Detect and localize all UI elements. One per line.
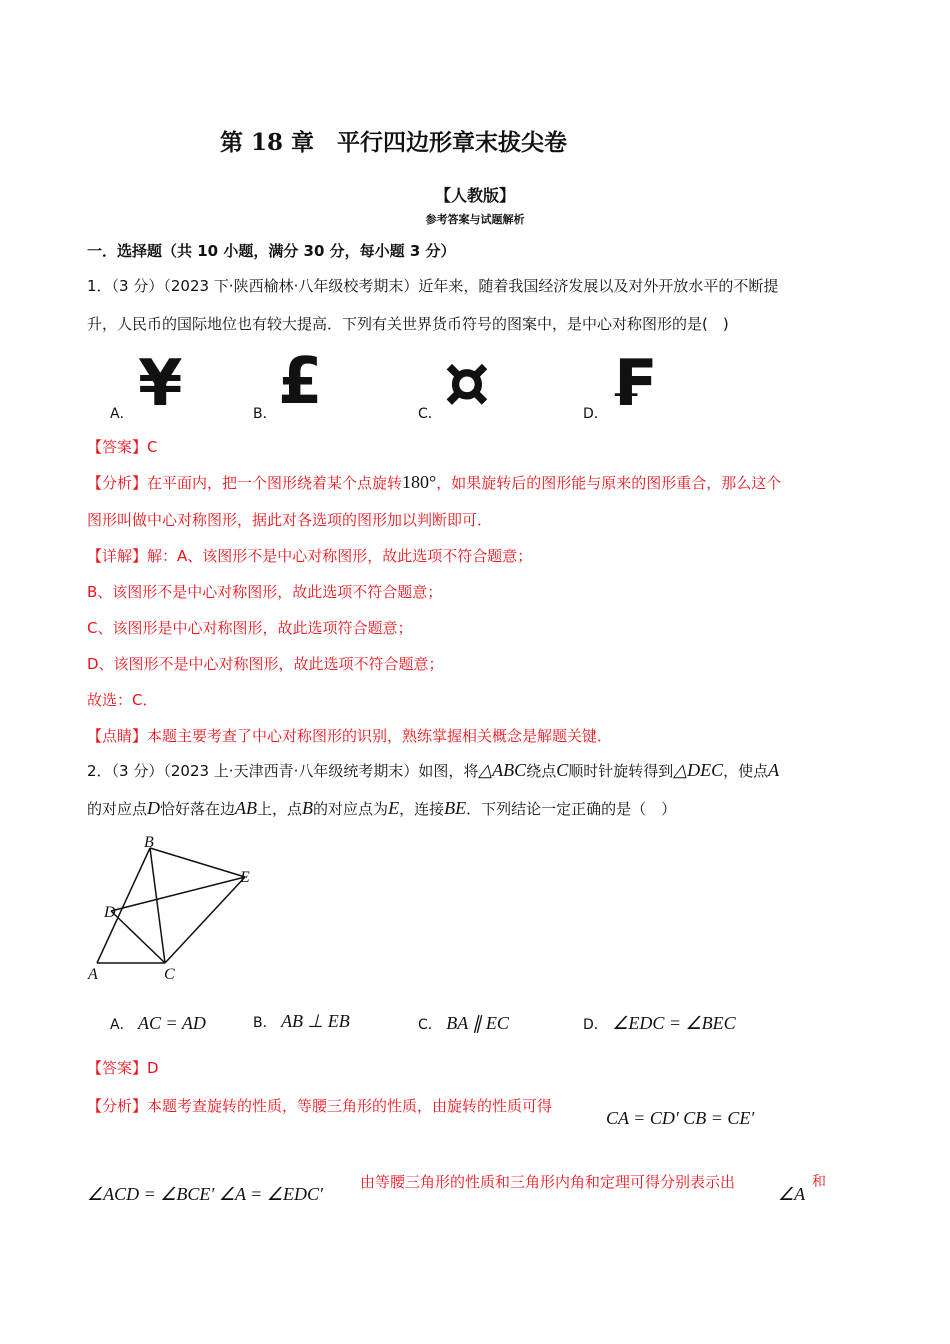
segment-de xyxy=(111,877,245,911)
q1-text-line1: 1．（3 分）（2023 下·陕西榆林·八年级校考期末）近年来，随着我国经济发展以及对外开放水平的不断提 xyxy=(87,277,779,295)
analysis-text: 本题考查旋转的性质，等腰三角形的性质，由旋转的性质可得 xyxy=(147,1097,553,1115)
analysis-text: 在平面内，把一个图形绕着某个点旋转 xyxy=(147,474,403,492)
option-text: BA ∥ EC xyxy=(446,1013,509,1033)
segment-ec xyxy=(165,877,245,963)
segment-bc xyxy=(150,848,165,963)
subtitle: 参考答案与试题解析 xyxy=(425,213,525,226)
q1-detail-line3: C、该图形是中心对称图形，故此选项符合题意； xyxy=(87,619,413,637)
q1-option-c-label: C． xyxy=(418,406,442,422)
q2-math-1: CA = CD′ CB = CE′ xyxy=(606,1108,755,1128)
q1-text-line2: 升，人民币的国际地位也有较大提高．下列有关世界货币符号的图案中，是中心对称图形的是( ) xyxy=(87,315,729,333)
q2-option-b xyxy=(253,1011,350,1032)
t: 顺时针旋转得到 xyxy=(568,762,674,780)
m: E xyxy=(388,798,400,818)
m: D xyxy=(147,798,161,818)
pound-symbol-icon: £ xyxy=(278,345,323,419)
t: 的对应点为 xyxy=(313,800,389,818)
q2-analysis-line2: 由等腰三角形的性质和三角形内角和定理可得分别表示出 xyxy=(360,1173,736,1191)
option-text: AB ⊥ EB xyxy=(281,1011,350,1031)
q1-answer: 【答案】C xyxy=(87,438,158,456)
analysis-tag: 【分析】 xyxy=(87,474,148,492)
detail-tag: 【详解】 xyxy=(87,547,148,565)
q1-analysis-line2: 图形叫做中心对称图形，据此对各选项的图形加以判断即可． xyxy=(87,511,493,529)
m: C xyxy=(556,760,569,780)
q1-detail-line2: B、该图形不是中心对称图形，故此选项不符合题意； xyxy=(87,583,443,601)
t: 上，点 xyxy=(257,800,303,818)
edition: 【人教版】 xyxy=(434,186,515,205)
currency-sign-icon: ¤ xyxy=(444,340,490,424)
q2-math-3: ∠A xyxy=(778,1184,806,1204)
q2-option-c xyxy=(418,1013,509,1034)
t: ．下列结论一定正确的是（ ） xyxy=(466,800,677,818)
option-label: D． xyxy=(583,1017,608,1033)
m: △DEC xyxy=(673,760,724,780)
m: BE xyxy=(444,798,467,818)
q2-option-d xyxy=(583,1013,736,1034)
option-label: A． xyxy=(110,1017,134,1033)
option-label: B． xyxy=(253,1015,277,1031)
m: B xyxy=(302,798,314,818)
t: 恰好落在边 xyxy=(160,800,236,818)
comment-text: 本题主要考查了中心对称图形的识别，熟练掌握相关概念是解题关键． xyxy=(147,727,613,745)
option-label: C． xyxy=(418,1017,442,1033)
q1-option-a-label: A． xyxy=(110,406,134,422)
q2-math-2: ∠ACD = ∠BCE′ ∠A = ∠EDC′ xyxy=(87,1184,323,1204)
t: 的对应点 xyxy=(87,800,148,818)
m: △ABC xyxy=(478,760,527,780)
t: ，连接 xyxy=(399,800,445,818)
q1-conclusion: 故选：C． xyxy=(87,691,158,709)
franc-symbol-icon: ₣ xyxy=(610,347,655,421)
point-d-label: D xyxy=(104,904,116,921)
point-b-label: B xyxy=(144,834,154,851)
point-c-label: C xyxy=(164,966,175,983)
t: 绕点 xyxy=(526,762,557,780)
segment-dc xyxy=(111,911,165,963)
t: ，使点 xyxy=(723,762,769,780)
m: AB xyxy=(235,798,258,818)
option-text: AC = AD xyxy=(138,1013,206,1033)
analysis-text: ，如果旋转后的图形能与原来的图形重合，那么这个 xyxy=(436,474,782,492)
q2-answer: 【答案】D xyxy=(87,1059,159,1077)
analysis-tag: 【分析】 xyxy=(87,1097,148,1115)
option-text: ∠EDC = ∠BEC xyxy=(612,1013,736,1033)
detail-text: 解：A、该图形不是中心对称图形，故此选项不符合题意； xyxy=(147,547,533,565)
angle-value: 180° xyxy=(402,472,437,492)
point-a-label: A xyxy=(88,966,98,983)
point-e-label: E xyxy=(240,869,250,886)
page-title: 第 18 章 平行四边形章末拔尖卷 xyxy=(220,129,568,156)
segment-be xyxy=(150,848,245,877)
section-heading: 一．选择题（共 10 小题，满分 30 分，每小题 3 分） xyxy=(87,242,456,260)
q2-analysis-line1 xyxy=(87,1096,552,1116)
q1-option-d-label: D． xyxy=(583,406,608,422)
q1-detail-line4: D、该图形不是中心对称图形，故此选项不符合题意； xyxy=(87,655,444,673)
yen-symbol-icon: ¥ xyxy=(138,347,183,421)
t: 2．（3 分）（2023 上·天津西青·八年级统考期末）如图，将 xyxy=(87,762,479,780)
q1-option-b-label: B． xyxy=(253,406,277,422)
m: A xyxy=(768,760,780,780)
comment-tag: 【点睛】 xyxy=(87,727,148,745)
q2-analysis-and: 和 xyxy=(812,1174,826,1190)
q2-option-a xyxy=(110,1013,206,1034)
